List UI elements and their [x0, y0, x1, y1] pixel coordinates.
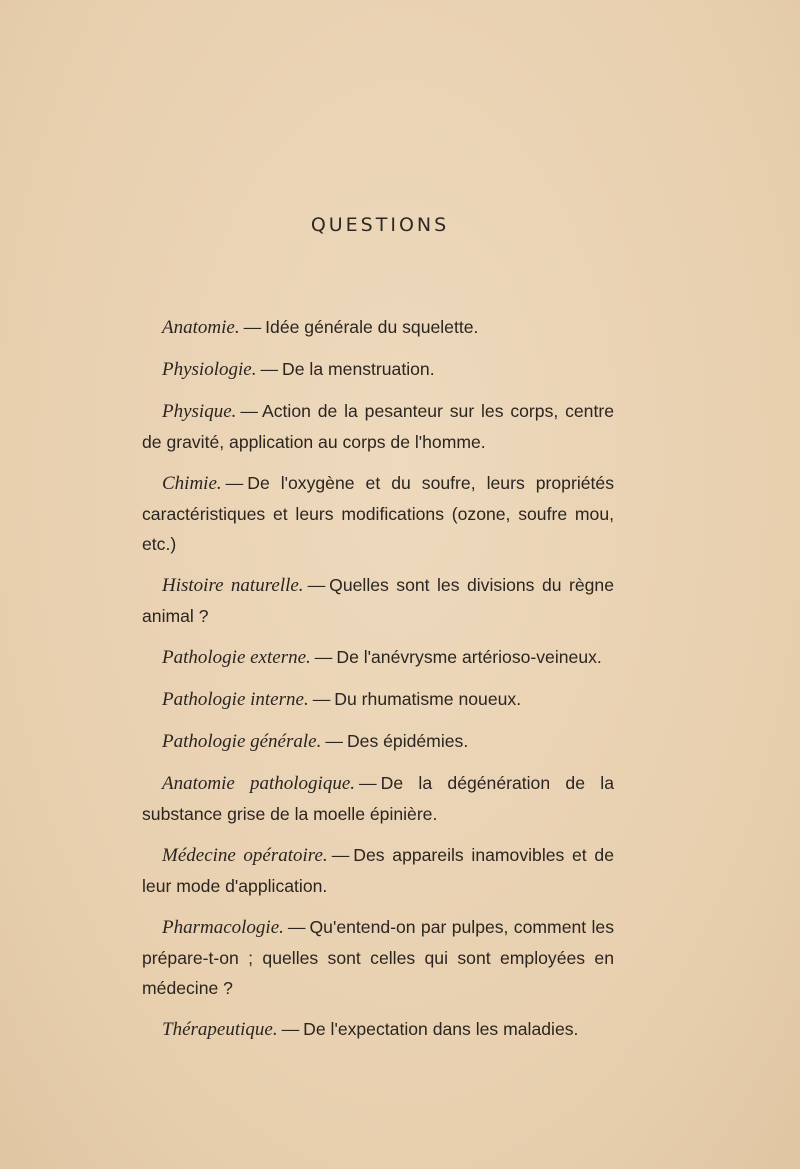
dash: —	[331, 845, 350, 865]
dash: —	[325, 731, 343, 751]
question-item	[142, 726, 614, 757]
dash: —	[281, 1019, 300, 1039]
question-text: De l'anévrysme artérioso-veineux.	[336, 647, 602, 667]
question-subject: Physique.	[162, 401, 237, 422]
question-subject: Pathologie externe.	[162, 647, 311, 668]
question-item	[142, 684, 614, 715]
dash: —	[312, 689, 331, 709]
dash: —	[225, 473, 244, 493]
question-item	[142, 312, 614, 343]
question-subject: Anatomie pathologique.	[162, 773, 356, 794]
question-subject: Pathologie générale.	[162, 731, 322, 752]
question-text: Action de la pesanteur sur les corps, centre de gravité, application au corps de l'homme.	[142, 401, 614, 452]
question-text: De la menstruation.	[282, 359, 435, 379]
page-title: QUESTIONS	[310, 214, 450, 236]
dash: —	[240, 401, 258, 421]
dash: —	[243, 317, 262, 337]
question-subject: Pharmacologie.	[162, 917, 284, 938]
dash: —	[359, 773, 377, 793]
question-text: Idée générale du squelette.	[265, 317, 479, 337]
dash: —	[260, 359, 279, 379]
question-item	[142, 768, 614, 829]
question-subject: Chimie.	[162, 473, 222, 494]
question-subject: Médecine opératoire.	[162, 845, 328, 866]
question-subject: Physiologie.	[162, 359, 257, 380]
question-item	[142, 570, 614, 631]
questions-list	[142, 312, 614, 1056]
question-item	[142, 642, 614, 673]
question-text: De l'expectation dans les maladies.	[303, 1019, 579, 1039]
question-item	[142, 840, 614, 901]
question-item	[142, 396, 614, 457]
dash: —	[307, 575, 326, 595]
question-text: Quelles sont les divisions du règne animal ?	[142, 575, 614, 626]
question-text: Des appareils inamovibles et de leur mode d'application.	[142, 845, 614, 896]
question-text: Des épidémies.	[346, 731, 469, 751]
question-subject: Anatomie.	[162, 317, 240, 338]
question-text: De l'oxygène et du soufre, leurs propriétés caractéristiques et leurs modifications (ozone, soufre mou, etc.)	[142, 473, 614, 554]
question-item	[142, 912, 614, 1003]
question-item	[142, 1014, 614, 1045]
question-subject: Pathologie interne.	[162, 689, 309, 710]
question-text: De la dégénération de la substance grise de la moelle épinière.	[142, 773, 615, 824]
question-text: Qu'entend-on par pulpes, comment les prépare-t-on ; quelles sont celles qui sont employées en médecine ?	[142, 917, 614, 998]
question-subject: Thérapeutique.	[162, 1019, 278, 1040]
dash: —	[287, 917, 306, 937]
question-text: Du rhumatisme noueux.	[334, 689, 522, 709]
question-subject: Histoire naturelle.	[162, 575, 304, 596]
question-item	[142, 468, 614, 559]
dash: —	[314, 647, 333, 667]
question-item	[142, 354, 614, 385]
